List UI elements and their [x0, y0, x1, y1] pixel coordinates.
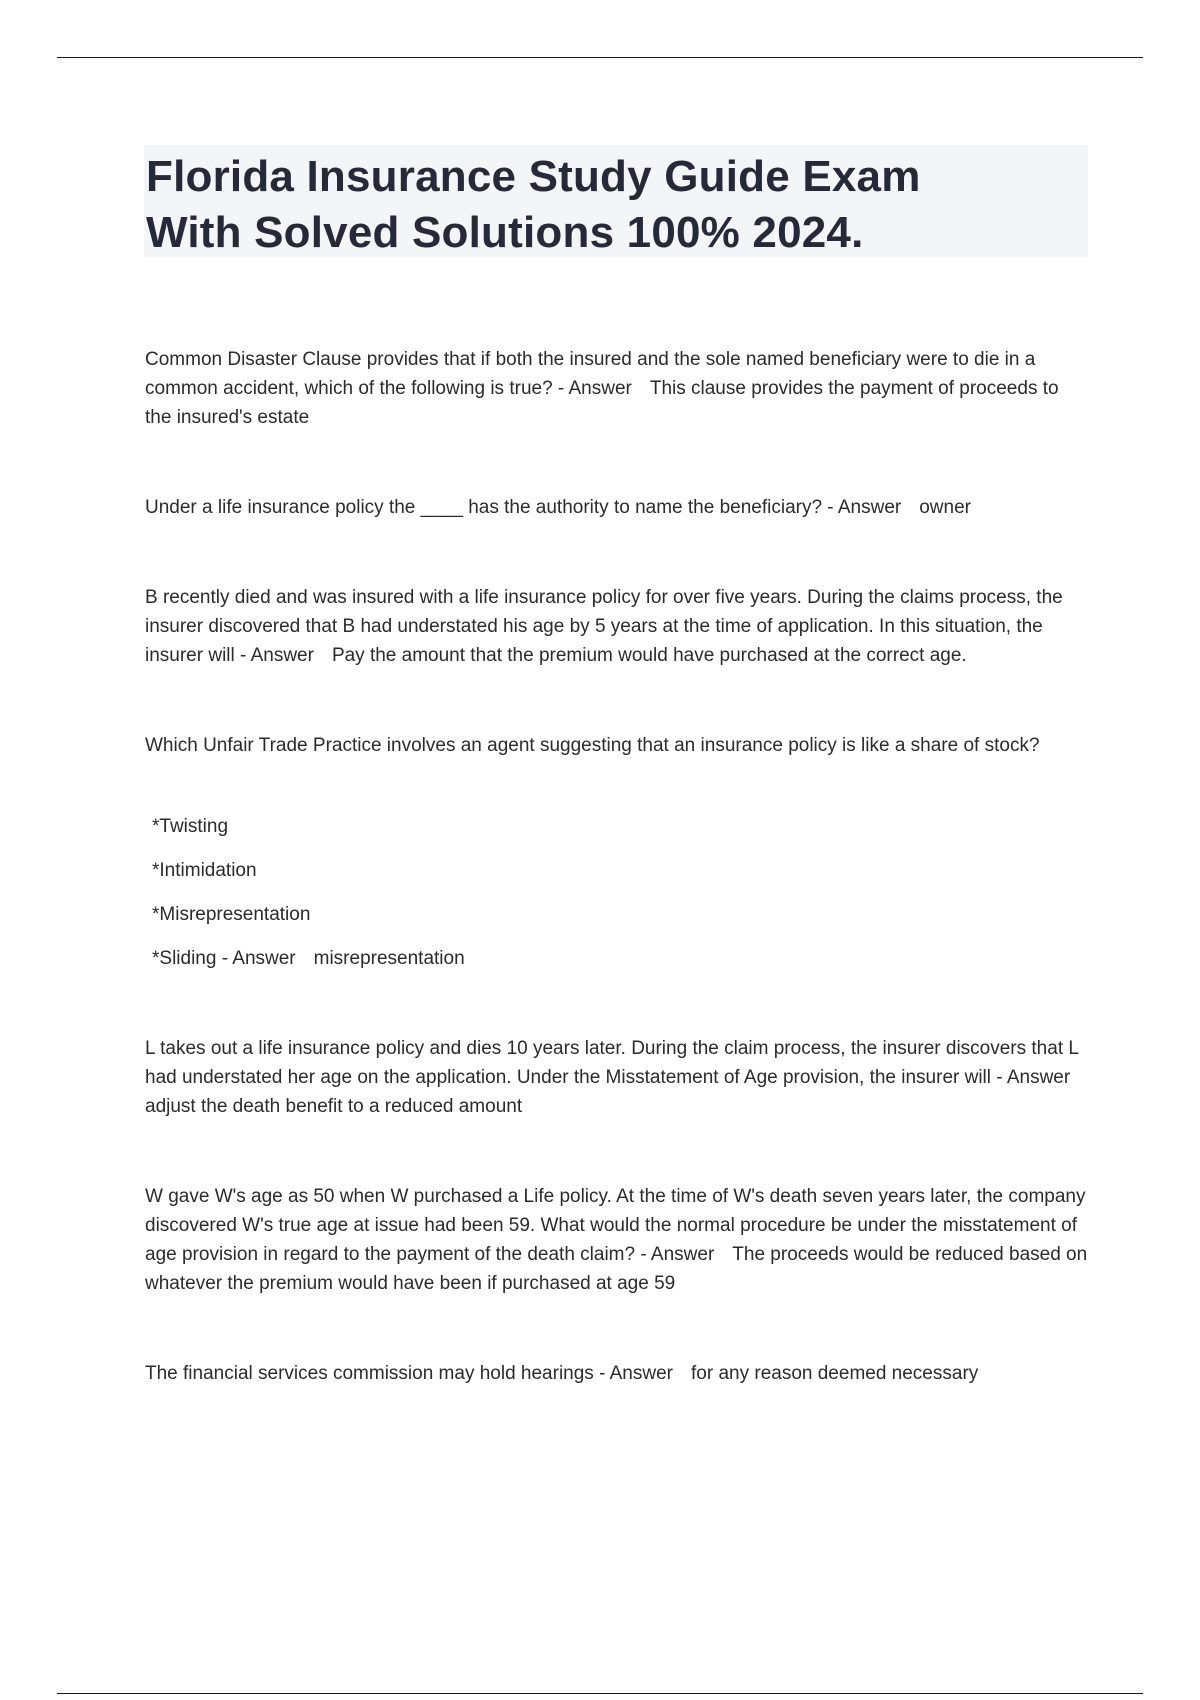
- question-text: W gave W's age as 50 when W purchased a Life policy. At the time of W's death seven years later, the company discovered W's true age at issue had been 59. What would the normal procedure be under the misstatement of age provision in regard to the payment of the death claim? - Answer: [145, 1186, 1086, 1265]
- qa-item: [145, 493, 1090, 522]
- answer-text: This clause provides the payment of proceeds to the insured's estate: [145, 378, 1059, 428]
- qa-item: [145, 583, 1090, 670]
- bottom-rule: [57, 1693, 1143, 1694]
- page-title: [146, 149, 1084, 261]
- option-item: *Intimidation: [152, 860, 257, 881]
- answer-text: The proceeds would be reduced based on whatever the premium would have been if purchased at age 59: [145, 1244, 1088, 1294]
- answer-text: owner: [919, 497, 971, 518]
- title-line-1: Florida Insurance Study Guide Exam: [146, 152, 921, 201]
- answer-text: adjust the death benefit to a reduced amount: [145, 1096, 523, 1117]
- option-item: [152, 944, 1090, 973]
- qa-item: [145, 731, 1090, 973]
- question-text: Common Disaster Clause provides that if both the insured and the sole named beneficiary were to die in a common accident, which of the following is true? - Answer: [145, 349, 1036, 399]
- option-item: *Twisting: [152, 816, 229, 837]
- options-list: [145, 812, 1090, 973]
- answer-text: for any reason deemed necessary: [691, 1363, 979, 1384]
- title-line-2: With Solved Solutions 100% 2024.: [146, 208, 864, 257]
- qa-item: [145, 1034, 1090, 1121]
- question-text: L takes out a life insurance policy and dies 10 years later. During the claim process, the insurer discovers that L had understated her age on the application. Under the Misstatement of Age provision, the insurer will - Answer: [145, 1038, 1079, 1088]
- qa-item: [145, 345, 1090, 432]
- qa-item: [145, 1182, 1090, 1298]
- option-item: *Misrepresentation: [152, 904, 311, 925]
- question-text: Which Unfair Trade Practice involves an agent suggesting that an insurance policy is like a share of stock?: [145, 735, 1040, 756]
- top-rule: [57, 57, 1143, 58]
- qa-item: [145, 1359, 1090, 1388]
- answer-text: misrepresentation: [313, 948, 465, 969]
- question-text: The financial services commission may hold hearings - Answer: [145, 1363, 673, 1384]
- question-text: B recently died and was insured with a life insurance policy for over five years. During the claims process, the insurer discovered that B had understated his age by 5 years at the time of application. In this situation, the insurer will - Answer: [145, 587, 1063, 666]
- answer-text: Pay the amount that the premium would have purchased at the correct age.: [331, 645, 967, 666]
- question-text: Under a life insurance policy the ____ has the authority to name the beneficiary? - Answer: [145, 497, 902, 518]
- title-block: [144, 145, 1088, 257]
- qa-list: [145, 345, 1090, 1388]
- option-label: *Sliding - Answer: [152, 948, 296, 969]
